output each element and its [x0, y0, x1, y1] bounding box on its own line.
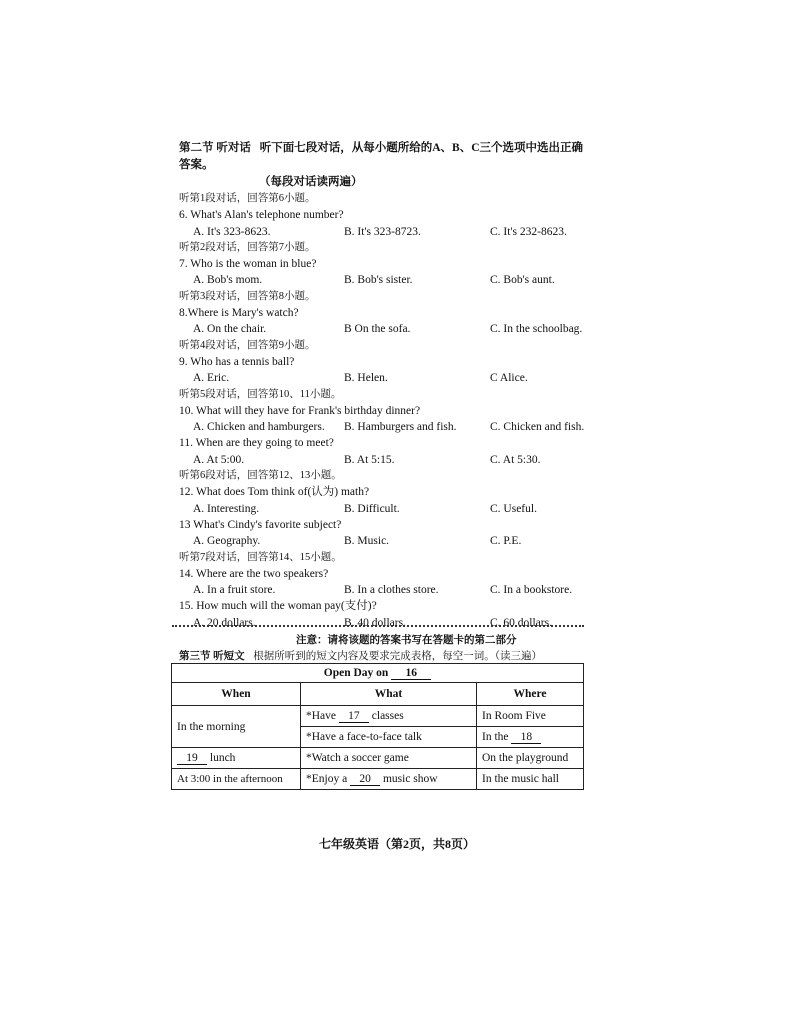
option-c: C Alice. — [490, 372, 528, 385]
row3-when-post: lunch — [209, 751, 236, 764]
notice: 注意：请将该题的答案书写在答题卡的第二部分 — [296, 635, 517, 646]
option-b: B. It's 323-8723. — [344, 225, 421, 238]
header-when: When — [172, 683, 301, 706]
dialogue-cue: 听第6段对话，回答第12、13小题。 — [179, 470, 342, 482]
option-a: A. Chicken and hamburgers. — [193, 421, 325, 434]
cell-row1-what — [301, 706, 477, 727]
option-b: B. Bob's sister. — [344, 274, 413, 287]
cell-row3-what: *Watch a soccer game — [301, 748, 477, 769]
option-b: B. At 5:15. — [344, 453, 395, 466]
option-b: B. Helen. — [344, 372, 388, 385]
cell-row3-when — [172, 748, 301, 769]
options-row — [179, 615, 589, 631]
dialogue-cue: 听第1段对话，回答第6小题。 — [179, 193, 316, 204]
option-a: A. In a fruit store. — [193, 584, 276, 597]
cell-row4-when: At 3:00 in the afternoon — [172, 769, 301, 790]
open-day-table — [171, 663, 584, 790]
question: 11. When are they going to meet? — [179, 437, 334, 450]
header-what: What — [301, 683, 477, 706]
option-c: C. Chicken and fish. — [490, 421, 585, 434]
cell-row2-where — [477, 727, 584, 748]
options-row — [179, 370, 589, 386]
options-row — [179, 224, 589, 240]
cell-row2-what: *Have a face-to-face talk — [301, 727, 477, 748]
option-b: B. Music. — [344, 535, 390, 548]
dialogue-cue: 听第3段对话，回答第8小题。 — [179, 290, 316, 302]
section2-instruction: 听下面七段对话，从每小题所给的A、B、C三个选项中选出正确答案。 — [179, 142, 584, 171]
question: 8.Where is Mary's watch? — [179, 307, 299, 320]
dotted-divider — [172, 625, 584, 627]
option-c: C. In a bookstore. — [490, 584, 573, 597]
options-row — [179, 582, 589, 598]
dialogue-cue: 听第4段对话，回答第9小题。 — [179, 339, 316, 351]
option-b: B On the sofa. — [344, 323, 411, 336]
question: 6. What's Alan's telephone number? — [179, 209, 344, 222]
option-b: B. 40 dollars. — [344, 616, 406, 629]
section3-title: 第三节 听短文 — [179, 651, 245, 662]
section2 — [179, 140, 589, 631]
question: 15. How much will the woman pay(支付)? — [179, 600, 377, 613]
dialogue-cue: 听第5段对话，回答第10、11小题。 — [179, 388, 342, 400]
option-a: A. Eric. — [193, 372, 230, 385]
dialogue-cue: 听第2段对话，回答第7小题。 — [179, 241, 316, 253]
cell-row4-what — [301, 769, 477, 790]
option-c: C. Bob's aunt. — [490, 274, 555, 287]
dialogue-cue: 听第7段对话，回答第14、15小题。 — [179, 551, 342, 563]
option-a: A. At 5:00. — [193, 453, 245, 466]
row4-what-post: music show — [382, 772, 438, 785]
question: 13 What's Cindy's favorite subject? — [179, 518, 342, 531]
section2-header — [179, 140, 589, 191]
option-a: A. 20 dollars. — [193, 616, 256, 629]
row1-what-post: classes — [371, 709, 404, 722]
option-c: C. At 5:30. — [490, 453, 541, 466]
option-a: A. Geography. — [193, 535, 261, 548]
option-c: C. 60 dollars. — [490, 616, 552, 629]
blank-17: 17 — [339, 710, 369, 723]
option-c: C. Useful. — [490, 502, 537, 515]
option-c: C. P.E. — [490, 535, 522, 548]
page-footer: 七年级英语（第2页，共8页） — [318, 837, 475, 851]
cell-row3-where: On the playground — [477, 748, 584, 769]
options-row — [179, 321, 589, 337]
blank-18: 18 — [511, 731, 541, 744]
options-row — [179, 501, 589, 517]
row4-what-pre: *Enjoy a — [306, 772, 348, 785]
options-row — [179, 419, 589, 435]
cell-row4-where: In the music hall — [477, 769, 584, 790]
section2-note: （每段对话读两遍） — [259, 176, 363, 188]
option-b: B. Difficult. — [344, 502, 400, 515]
section2-title: 第二节 听对话 — [179, 142, 251, 154]
cell-row1-where: In Room Five — [477, 706, 584, 727]
question-list — [179, 191, 589, 631]
row1-what-pre: *Have — [306, 709, 337, 722]
question: 7. Who is the woman in blue? — [179, 258, 317, 271]
option-b: B. In a clothes store. — [344, 584, 439, 597]
option-c: C. It's 232-8623. — [490, 225, 567, 238]
table-title-text: Open Day on — [323, 666, 389, 679]
cell-morning: In the morning — [172, 706, 301, 748]
option-c: C. In the schoolbag. — [490, 323, 583, 336]
option-b: B. Hamburgers and fish. — [344, 421, 457, 434]
section3-header — [179, 648, 542, 663]
question: 12. What does Tom think of(认为) math? — [179, 486, 370, 499]
option-a: A. Bob's mom. — [193, 274, 263, 287]
header-where: Where — [477, 683, 584, 706]
question: 14. Where are the two speakers? — [179, 567, 329, 580]
options-row — [179, 452, 589, 468]
option-a: A. On the chair. — [193, 323, 267, 336]
blank-20: 20 — [350, 773, 380, 786]
blank-19: 19 — [177, 752, 207, 765]
blank-16: 16 — [391, 667, 431, 680]
section3-instruction: 根据所听到的短文内容及要求完成表格，每空一词。（读三遍） — [253, 651, 542, 662]
options-row — [179, 533, 589, 549]
question: 9. Who has a tennis ball? — [179, 355, 295, 368]
option-a: A. Interesting. — [193, 502, 260, 515]
option-a: A. It's 323-8623. — [193, 225, 271, 238]
table-title — [172, 664, 584, 683]
row2-where-pre: In the — [482, 730, 509, 743]
question: 10. What will they have for Frank's birthday dinner? — [179, 404, 421, 417]
options-row — [179, 272, 589, 288]
